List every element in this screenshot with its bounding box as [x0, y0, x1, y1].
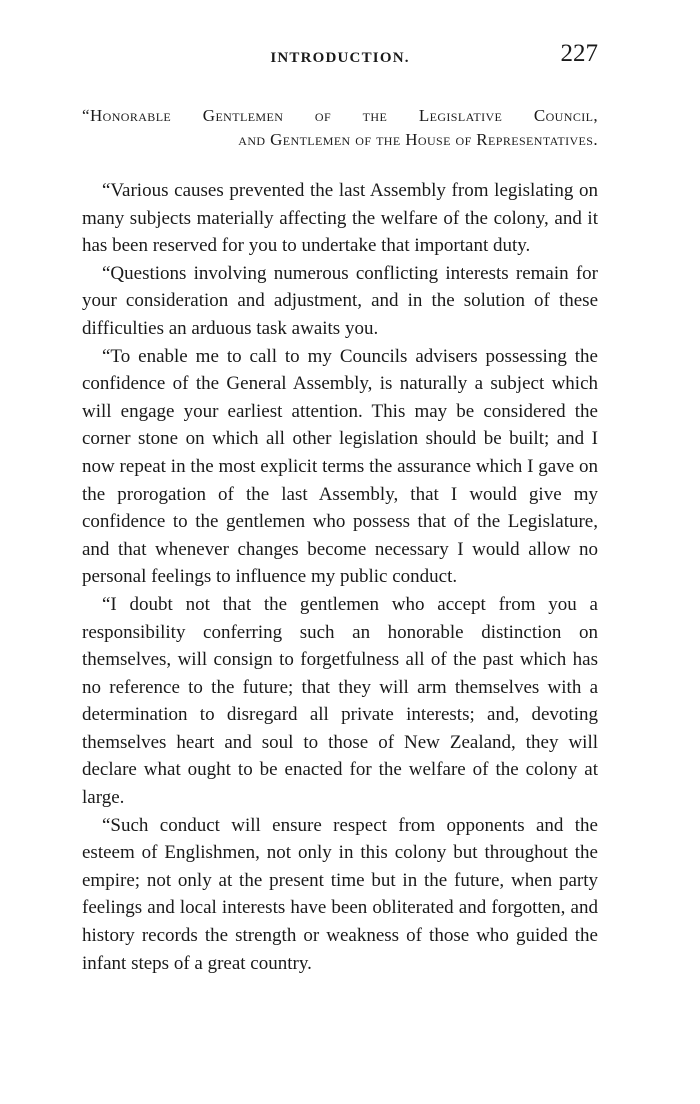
book-page	[82, 40, 598, 977]
paragraph: “Various causes prevented the last Assembly from legislating on many subjects materially affecting the welfare of the colony, and it has been reserved for you to undertake that important duty.	[82, 180, 598, 257]
page-number: 227	[560, 40, 598, 67]
paragraph: “To enable me to call to my Councils advisers possessing the confidence of the General Assembly, is naturally a subject which will engage your earliest attention. This may be considered the corner stone on which all other legislation should be built; and I now repeat in the most explicit terms the assurance which I gave on the prorogation of the last Assembly, that I would give my confidence to the gentlemen who possess that of the Legislature, and that whenever changes become necessary I would allow no personal feelings to influence my public conduct.	[82, 345, 598, 588]
paragraph: “I doubt not that the gentlemen who accept from you a responsibility conferring such an honorable distinction on themselves, will consign to forgetfulness all of the past which has no reference to the future; that they will arm themselves with a determination to disregard all private interests; and, devoting themselves heart and soul to those of New Zealand, they will declare what ought to be enacted for the welfare of the colony at large.	[82, 593, 598, 809]
speech-address	[82, 104, 598, 152]
running-head	[82, 40, 598, 80]
speech-body	[82, 177, 598, 977]
address-line-1: “Honorable Gentlemen of the Legislative Council,	[82, 106, 598, 125]
address-line-2: and Gentlemen of the House of Representatives.	[238, 130, 598, 149]
paragraph: “Such conduct will ensure respect from opponents and the esteem of Englishmen, not only in this colony but throughout the empire; not only at the present time but in the future, when party feelings and local interests have been obliterated and forgotten, and history records the strength or weakness of those who guided the infant steps of a great country.	[82, 814, 598, 974]
running-title: INTRODUCTION.	[270, 50, 410, 66]
paragraph: “Questions involving numerous conflicting interests remain for your consideration and adjustment, and in the solution of these difficulties an arduous task awaits you.	[82, 262, 598, 339]
